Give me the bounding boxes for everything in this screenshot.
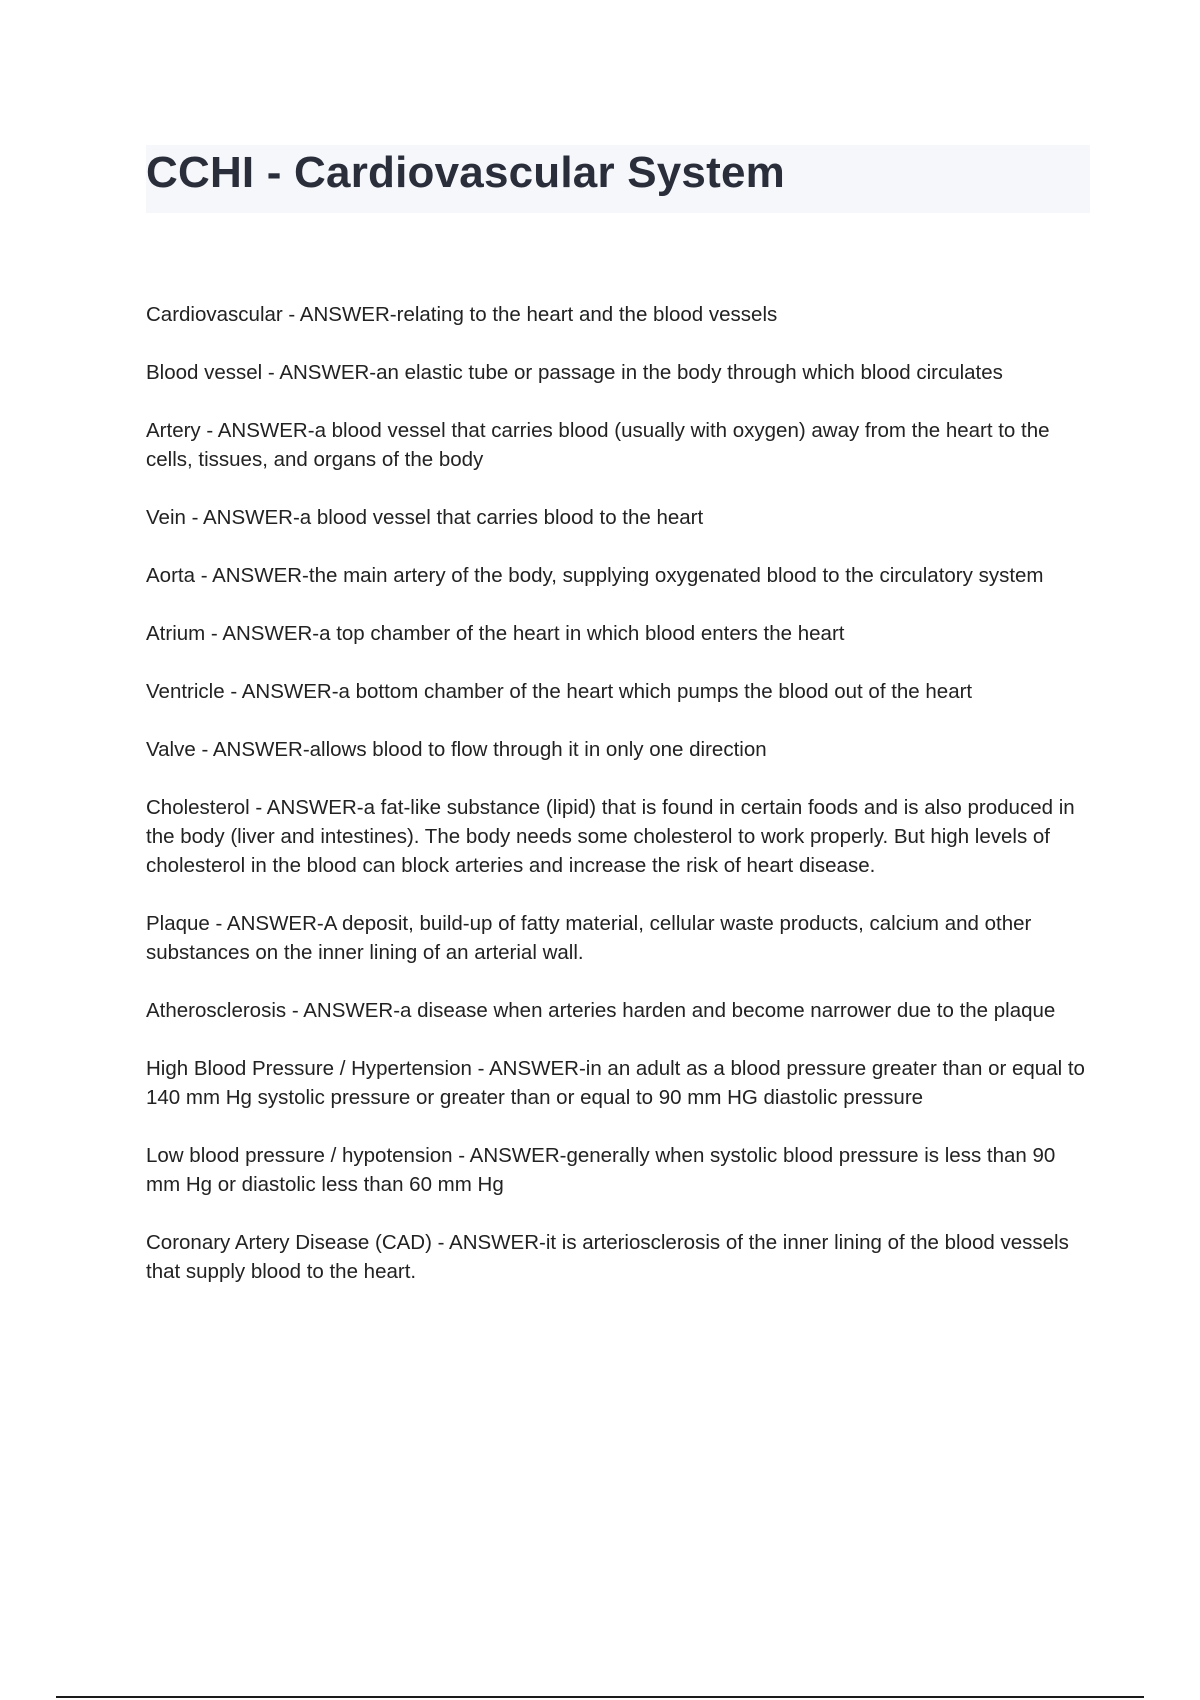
term-entry: Coronary Artery Disease (CAD) - ANSWER-it is arteriosclerosis of the inner lining of the blood vessels that supply blood to the heart. [146,1231,1069,1283]
term-entry: Atrium - ANSWER-a top chamber of the heart in which blood enters the heart [146,622,845,645]
term-entry: Valve - ANSWER-allows blood to flow through it in only one direction [146,738,767,761]
page-title: CCHI - Cardiovascular System [146,148,785,197]
term-entry: Vein - ANSWER-a blood vessel that carries blood to the heart [146,506,704,529]
term-entry: Cardiovascular - ANSWER-relating to the heart and the blood vessels [146,303,778,326]
term-list [146,300,1092,1315]
term-entry: Artery - ANSWER-a blood vessel that carries blood (usually with oxygen) away from the heart to the cells, tissues, and organs of the body [146,419,1050,471]
term-entry: Plaque - ANSWER-A deposit, build-up of fatty material, cellular waste products, calcium and other substances on the inner lining of an arterial wall. [146,912,1032,964]
term-entry: Ventricle - ANSWER-a bottom chamber of the heart which pumps the blood out of the heart [146,680,973,703]
term-entry: Aorta - ANSWER-the main artery of the body, supplying oxygenated blood to the circulatory system [146,564,1044,587]
term-entry: Cholesterol - ANSWER-a fat-like substance (lipid) that is found in certain foods and is also produced in the body (liver and intestines). The body needs some cholesterol to work properly. But high levels of cholesterol in the blood can block arteries and increase the risk of heart disease. [146,796,1075,877]
term-entry: High Blood Pressure / Hypertension - ANSWER-in an adult as a blood pressure greater than or equal to 140 mm Hg systolic pressure or greater than or equal to 90 mm HG diastolic pressure [146,1057,1085,1109]
term-entry: Low blood pressure / hypotension - ANSWER-generally when systolic blood pressure is less than 90 mm Hg or diastolic less than 60 mm Hg [146,1144,1056,1196]
term-entry: Blood vessel - ANSWER-an elastic tube or passage in the body through which blood circulates [146,361,1003,384]
footer-divider [56,1696,1144,1698]
term-entry: Atherosclerosis - ANSWER-a disease when arteries harden and become narrower due to the plaque [146,999,1056,1022]
